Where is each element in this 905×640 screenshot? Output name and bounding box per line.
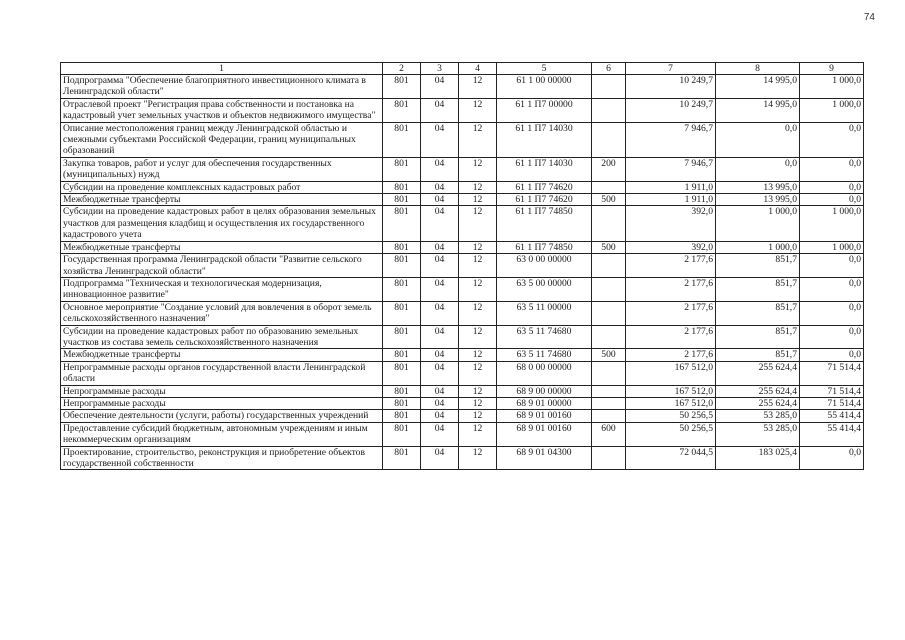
subsection-code: 12: [459, 422, 497, 446]
amount-year-2: 1 000,0: [716, 206, 800, 241]
column-header: 9: [800, 63, 864, 75]
table-row: [61, 349, 864, 361]
expense-type-code: [592, 206, 626, 241]
row-name: Межбюджетные трансферты: [61, 241, 383, 253]
table-row: [61, 325, 864, 349]
row-name: Межбюджетные трансферты: [61, 194, 383, 206]
amount-year-1: 392,0: [626, 241, 716, 253]
amount-year-3: 71 514,4: [800, 397, 864, 409]
amount-year-1: 50 256,5: [626, 422, 716, 446]
expense-type-code: [592, 446, 626, 470]
column-number-row: [61, 63, 864, 75]
ministry-code: 801: [383, 98, 421, 122]
section-code: 04: [421, 410, 459, 422]
ministry-code: 801: [383, 385, 421, 397]
budget-sheet: [60, 62, 863, 470]
column-header: 4: [459, 63, 497, 75]
subsection-code: 12: [459, 206, 497, 241]
expense-type-code: [592, 122, 626, 157]
section-code: 04: [421, 397, 459, 409]
amount-year-1: 2 177,6: [626, 277, 716, 301]
ministry-code: 801: [383, 181, 421, 193]
section-code: 04: [421, 75, 459, 99]
column-header: 6: [592, 63, 626, 75]
row-name: Непрограммные расходы: [61, 385, 383, 397]
ministry-code: 801: [383, 241, 421, 253]
subsection-code: 12: [459, 385, 497, 397]
amount-year-2: 255 624,4: [716, 385, 800, 397]
amount-year-1: 167 512,0: [626, 397, 716, 409]
amount-year-1: 2 177,6: [626, 349, 716, 361]
subsection-code: 12: [459, 325, 497, 349]
section-code: 04: [421, 301, 459, 325]
table-row: [61, 446, 864, 470]
subsection-code: 12: [459, 301, 497, 325]
target-article-code: 68 9 01 00000: [497, 397, 592, 409]
subsection-code: 12: [459, 349, 497, 361]
expense-type-code: [592, 277, 626, 301]
table-row: [61, 206, 864, 241]
amount-year-3: 71 514,4: [800, 361, 864, 385]
amount-year-3: 55 414,4: [800, 410, 864, 422]
subsection-code: 12: [459, 122, 497, 157]
row-name: Непрограммные расходы органов государственной власти Ленинградской области: [61, 361, 383, 385]
ministry-code: 801: [383, 397, 421, 409]
expense-type-code: [592, 75, 626, 99]
amount-year-1: 10 249,7: [626, 75, 716, 99]
column-header: 8: [716, 63, 800, 75]
ministry-code: 801: [383, 422, 421, 446]
row-name: Субсидии на проведение кадастровых работ в целях образования земельных участков для размещения кладбищ и осуществления их государственного кадастрового учета: [61, 206, 383, 241]
expense-type-code: [592, 181, 626, 193]
section-code: 04: [421, 349, 459, 361]
column-header: 2: [383, 63, 421, 75]
amount-year-3: 71 514,4: [800, 385, 864, 397]
expense-type-code: [592, 254, 626, 278]
amount-year-3: 1 000,0: [800, 98, 864, 122]
expense-type-code: 500: [592, 349, 626, 361]
amount-year-3: 0,0: [800, 446, 864, 470]
amount-year-2: 0,0: [716, 157, 800, 181]
subsection-code: 12: [459, 254, 497, 278]
subsection-code: 12: [459, 277, 497, 301]
target-article-code: 61 1 П7 14030: [497, 122, 592, 157]
table-row: [61, 422, 864, 446]
amount-year-3: 0,0: [800, 254, 864, 278]
section-code: 04: [421, 206, 459, 241]
row-name: Описание местоположения границ между Ленинградской областью и смежными субъектами Российской Федерации, границ муниципальных образований: [61, 122, 383, 157]
ministry-code: 801: [383, 301, 421, 325]
row-name: Субсидии на проведение кадастровых работ по образованию земельных участков из состава земель сельскохозяйственного назначения: [61, 325, 383, 349]
row-name: Предоставление субсидий бюджетным, автономным учреждениям и иным некоммерческим организациям: [61, 422, 383, 446]
target-article-code: 61 1 П7 74850: [497, 206, 592, 241]
table-row: [61, 385, 864, 397]
amount-year-3: 0,0: [800, 349, 864, 361]
expense-type-code: [592, 301, 626, 325]
section-code: 04: [421, 325, 459, 349]
amount-year-2: 255 624,4: [716, 397, 800, 409]
amount-year-3: 0,0: [800, 157, 864, 181]
amount-year-2: 53 285,0: [716, 422, 800, 446]
subsection-code: 12: [459, 157, 497, 181]
ministry-code: 801: [383, 325, 421, 349]
section-code: 04: [421, 385, 459, 397]
amount-year-2: 13 995,0: [716, 181, 800, 193]
table-row: [61, 98, 864, 122]
ministry-code: 801: [383, 206, 421, 241]
amount-year-1: 7 946,7: [626, 122, 716, 157]
amount-year-3: 1 000,0: [800, 206, 864, 241]
table-row: [61, 301, 864, 325]
section-code: 04: [421, 277, 459, 301]
amount-year-1: 1 911,0: [626, 181, 716, 193]
amount-year-2: 851,7: [716, 301, 800, 325]
expense-type-code: [592, 385, 626, 397]
amount-year-1: 167 512,0: [626, 361, 716, 385]
ministry-code: 801: [383, 361, 421, 385]
amount-year-1: 2 177,6: [626, 301, 716, 325]
ministry-code: 801: [383, 277, 421, 301]
subsection-code: 12: [459, 446, 497, 470]
ministry-code: 801: [383, 194, 421, 206]
subsection-code: 12: [459, 397, 497, 409]
table-row: [61, 181, 864, 193]
amount-year-3: 0,0: [800, 277, 864, 301]
amount-year-2: 53 285,0: [716, 410, 800, 422]
row-name: Субсидии на проведение комплексных кадастровых работ: [61, 181, 383, 193]
table-row: [61, 397, 864, 409]
amount-year-2: 13 995,0: [716, 194, 800, 206]
ministry-code: 801: [383, 410, 421, 422]
ministry-code: 801: [383, 157, 421, 181]
target-article-code: 61 1 П7 74850: [497, 241, 592, 253]
amount-year-3: 0,0: [800, 301, 864, 325]
section-code: 04: [421, 254, 459, 278]
section-code: 04: [421, 98, 459, 122]
target-article-code: 63 0 00 00000: [497, 254, 592, 278]
subsection-code: 12: [459, 75, 497, 99]
amount-year-3: 0,0: [800, 122, 864, 157]
target-article-code: 63 5 11 74680: [497, 325, 592, 349]
amount-year-1: 50 256,5: [626, 410, 716, 422]
table-body: [61, 75, 864, 470]
subsection-code: 12: [459, 410, 497, 422]
row-name: Основное мероприятие "Создание условий для вовлечения в оборот земель сельскохозяйственного назначения": [61, 301, 383, 325]
amount-year-3: 0,0: [800, 181, 864, 193]
amount-year-1: 2 177,6: [626, 254, 716, 278]
target-article-code: 68 9 01 00160: [497, 422, 592, 446]
table-row: [61, 157, 864, 181]
ministry-code: 801: [383, 254, 421, 278]
section-code: 04: [421, 422, 459, 446]
amount-year-2: 851,7: [716, 277, 800, 301]
row-name: Непрограммные расходы: [61, 397, 383, 409]
row-name: Межбюджетные трансферты: [61, 349, 383, 361]
amount-year-1: 72 044,5: [626, 446, 716, 470]
amount-year-2: 255 624,4: [716, 361, 800, 385]
row-name: Закупка товаров, работ и услуг для обеспечения государственных (муниципальных) нужд: [61, 157, 383, 181]
target-article-code: 63 5 00 00000: [497, 277, 592, 301]
amount-year-1: 1 911,0: [626, 194, 716, 206]
row-name: Государственная программа Ленинградской области "Развитие сельского хозяйства Ленинградской области": [61, 254, 383, 278]
target-article-code: 68 9 00 00000: [497, 385, 592, 397]
budget-table: [60, 62, 864, 470]
column-header: 3: [421, 63, 459, 75]
target-article-code: 68 9 01 00160: [497, 410, 592, 422]
section-code: 04: [421, 241, 459, 253]
expense-type-code: [592, 410, 626, 422]
table-row: [61, 361, 864, 385]
section-code: 04: [421, 122, 459, 157]
expense-type-code: 500: [592, 194, 626, 206]
table-row: [61, 254, 864, 278]
row-name: Отраслевой проект "Регистрация права собственности и постановка на кадастровый учет земельных участков и объектов недвижимого имущества": [61, 98, 383, 122]
target-article-code: 61 1 П7 14030: [497, 157, 592, 181]
row-name: Обеспечение деятельности (услуги, работы) государственных учреждений: [61, 410, 383, 422]
section-code: 04: [421, 181, 459, 193]
subsection-code: 12: [459, 181, 497, 193]
section-code: 04: [421, 157, 459, 181]
subsection-code: 12: [459, 194, 497, 206]
target-article-code: 61 1 00 00000: [497, 75, 592, 99]
expense-type-code: 600: [592, 422, 626, 446]
amount-year-3: 0,0: [800, 325, 864, 349]
table-row: [61, 194, 864, 206]
column-header: 5: [497, 63, 592, 75]
target-article-code: 63 5 11 74680: [497, 349, 592, 361]
amount-year-3: 1 000,0: [800, 241, 864, 253]
section-code: 04: [421, 446, 459, 470]
expense-type-code: 200: [592, 157, 626, 181]
amount-year-2: 0,0: [716, 122, 800, 157]
expense-type-code: [592, 98, 626, 122]
amount-year-1: 167 512,0: [626, 385, 716, 397]
target-article-code: 61 1 П7 74620: [497, 194, 592, 206]
amount-year-1: 392,0: [626, 206, 716, 241]
amount-year-1: 10 249,7: [626, 98, 716, 122]
target-article-code: 68 0 00 00000: [497, 361, 592, 385]
target-article-code: 61 1 П7 00000: [497, 98, 592, 122]
amount-year-2: 851,7: [716, 254, 800, 278]
table-row: [61, 277, 864, 301]
target-article-code: 61 1 П7 74620: [497, 181, 592, 193]
row-name: Подпрограмма "Обеспечение благоприятного инвестиционного климата в Ленинградской области": [61, 75, 383, 99]
amount-year-3: 1 000,0: [800, 75, 864, 99]
column-header: 1: [61, 63, 383, 75]
expense-type-code: 500: [592, 241, 626, 253]
page-number: 74: [863, 12, 875, 23]
column-header: 7: [626, 63, 716, 75]
table-row: [61, 410, 864, 422]
expense-type-code: [592, 361, 626, 385]
section-code: 04: [421, 361, 459, 385]
amount-year-2: 851,7: [716, 325, 800, 349]
ministry-code: 801: [383, 349, 421, 361]
row-name: Проектирование, строительство, реконструкция и приобретение объектов государственной собственности: [61, 446, 383, 470]
expense-type-code: [592, 397, 626, 409]
table-row: [61, 241, 864, 253]
table-row: [61, 122, 864, 157]
subsection-code: 12: [459, 361, 497, 385]
ministry-code: 801: [383, 446, 421, 470]
amount-year-2: 851,7: [716, 349, 800, 361]
subsection-code: 12: [459, 98, 497, 122]
amount-year-1: 2 177,6: [626, 325, 716, 349]
amount-year-2: 14 995,0: [716, 75, 800, 99]
section-code: 04: [421, 194, 459, 206]
amount-year-2: 1 000,0: [716, 241, 800, 253]
row-name: Подпрограмма "Техническая и технологическая модернизация, инновационное развитие": [61, 277, 383, 301]
subsection-code: 12: [459, 241, 497, 253]
target-article-code: 68 9 01 04300: [497, 446, 592, 470]
amount-year-2: 183 025,4: [716, 446, 800, 470]
ministry-code: 801: [383, 122, 421, 157]
ministry-code: 801: [383, 75, 421, 99]
amount-year-2: 14 995,0: [716, 98, 800, 122]
amount-year-1: 7 946,7: [626, 157, 716, 181]
amount-year-3: 0,0: [800, 194, 864, 206]
table-row: [61, 75, 864, 99]
target-article-code: 63 5 11 00000: [497, 301, 592, 325]
amount-year-3: 55 414,4: [800, 422, 864, 446]
expense-type-code: [592, 325, 626, 349]
